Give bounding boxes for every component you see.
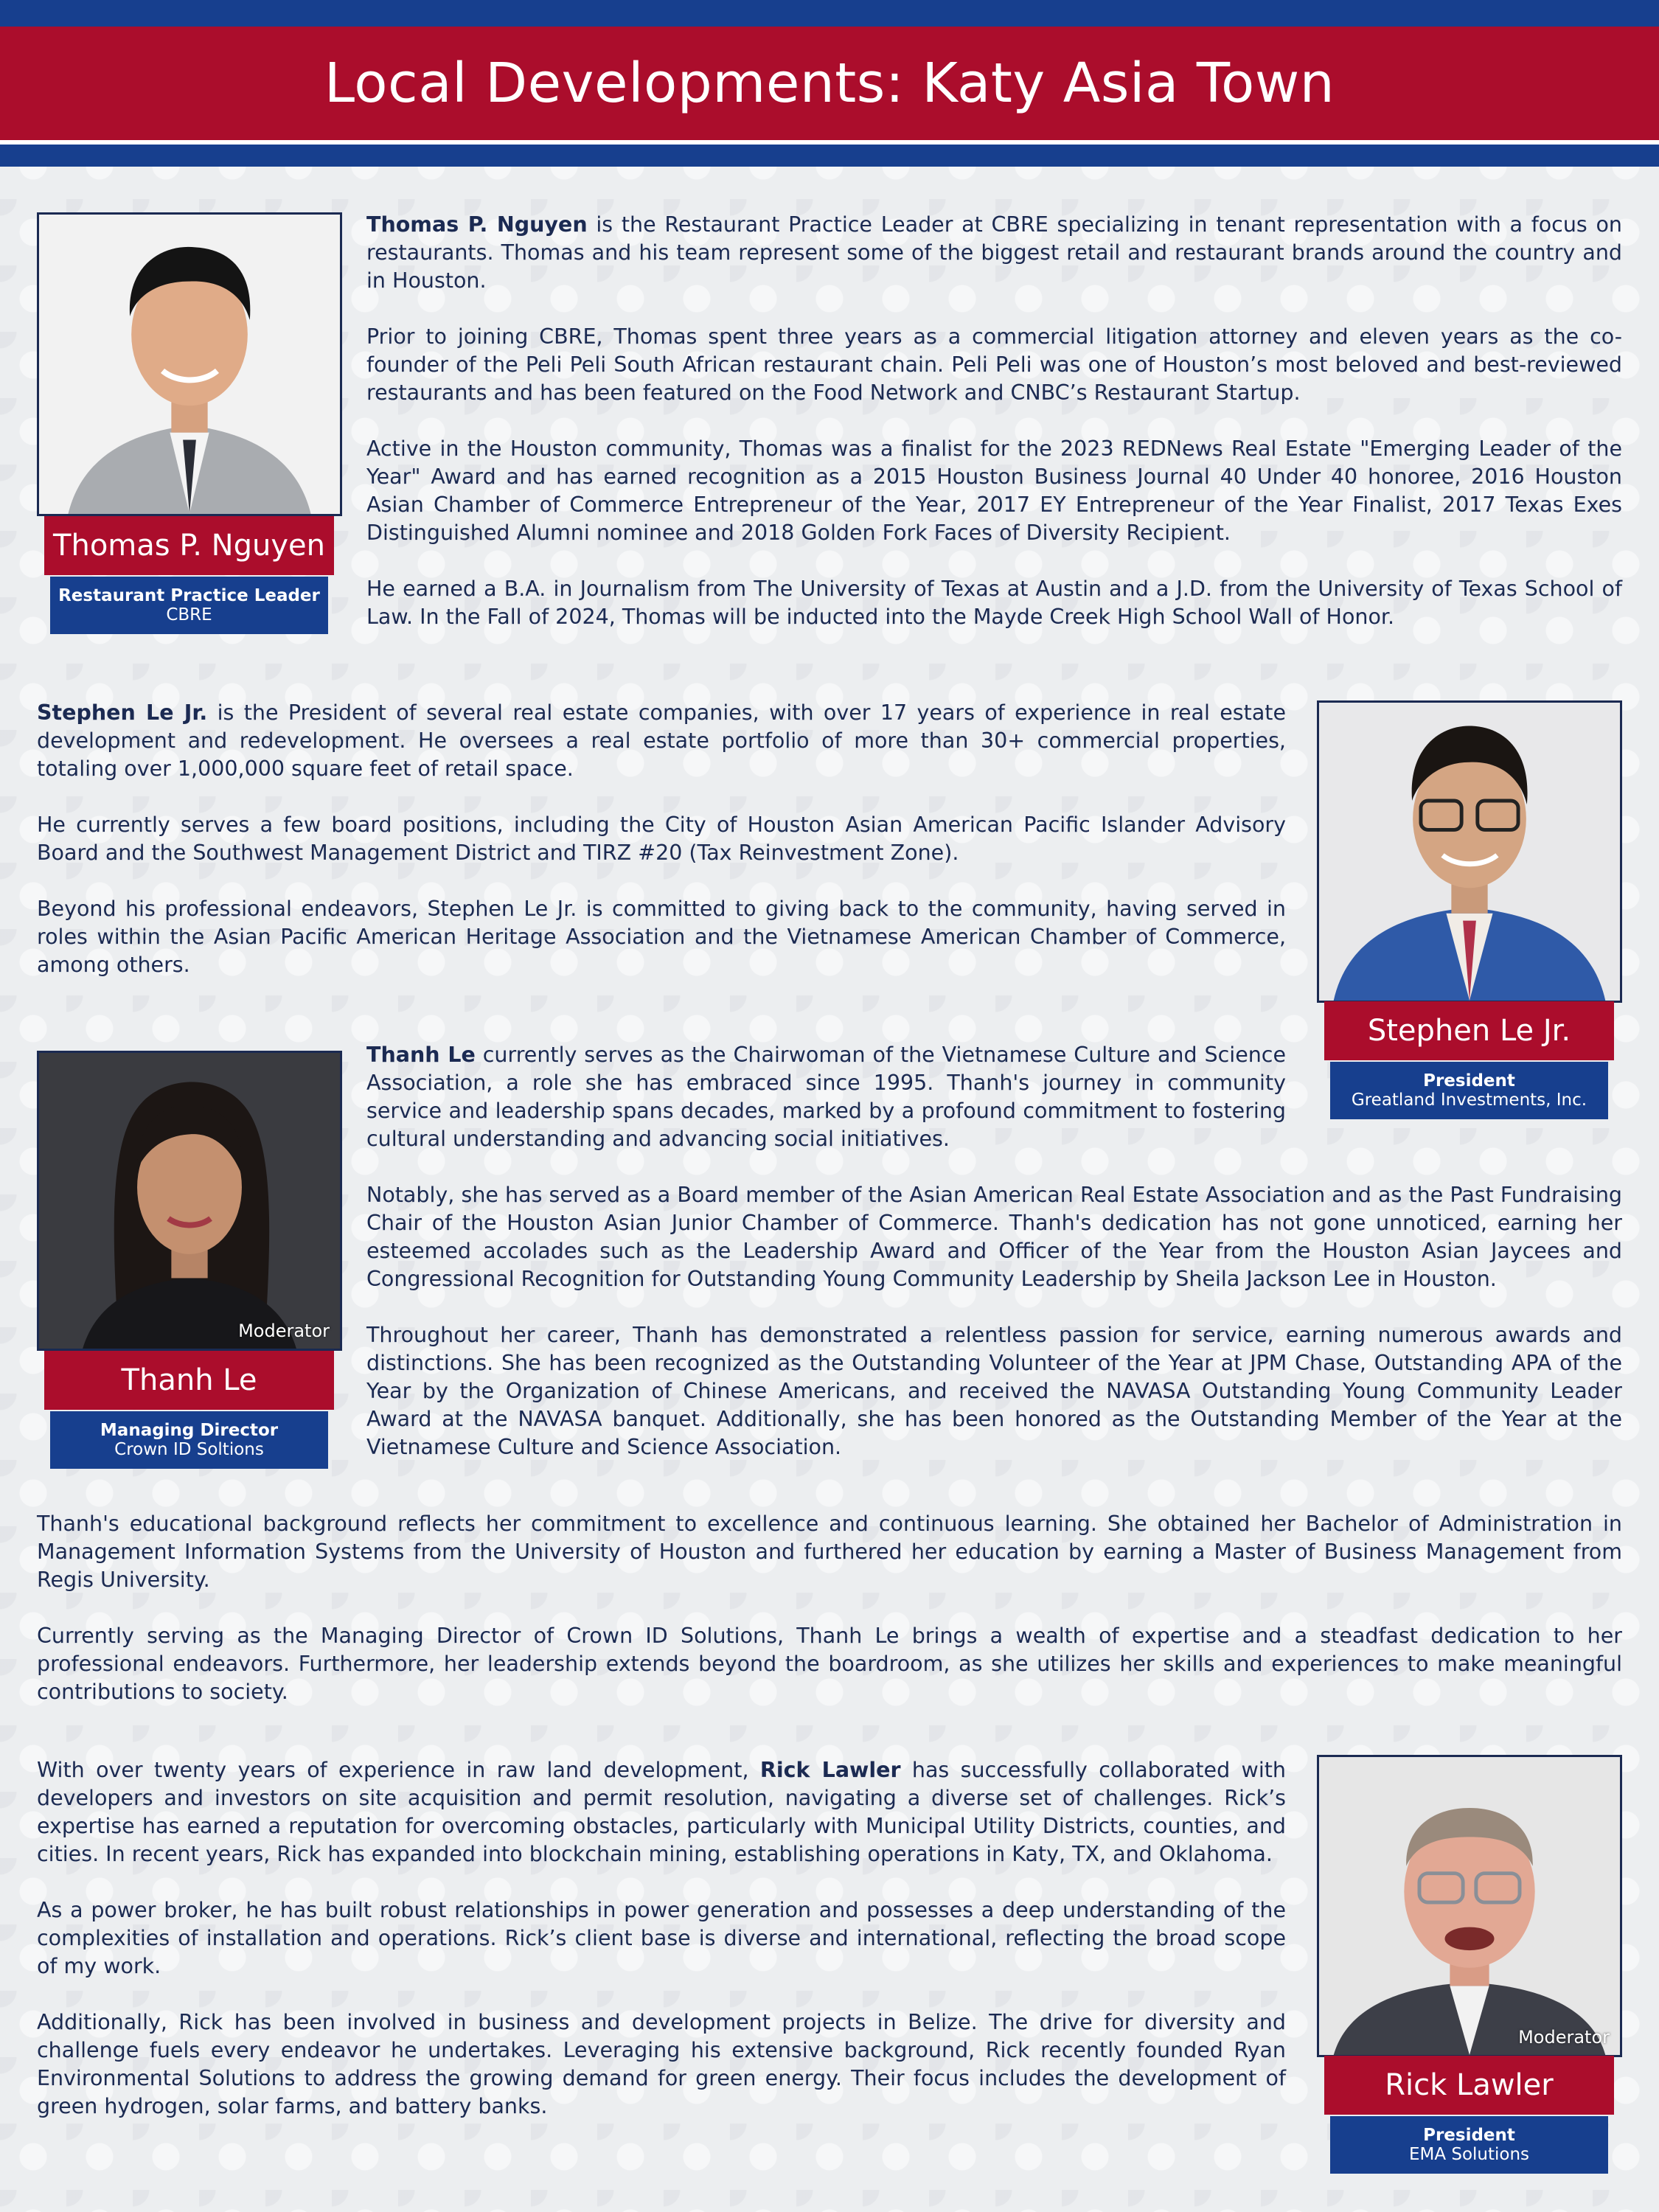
- rick-moderator-tag: Moderator: [1518, 2027, 1610, 2048]
- rick-bio-p2: As a power broker, he has built robust relationships in power generation and possesses a deep understanding of the complexities of installation and operations. Rick’s client base is diverse and international, reflecting the broad scope of my work.: [37, 1898, 1286, 1978]
- stephen-bio-p3: Beyond his professional endeavors, Stephen Le Jr. is committed to giving back to the community, having served in roles within the Asian Pacific American Heritage Association and the Vietnamese American Chamber of Commerce, among others.: [37, 897, 1286, 977]
- rick-name-box: [1324, 2056, 1614, 2115]
- thomas-photo: [37, 212, 342, 516]
- thanh-bio-p3: Throughout her career, Thanh has demonstrated a relentless passion for service, earning numerous awards and distinctions. She has been recognized as the Outstanding Volunteer of the Year at JPM Chase, Outstanding APA of the Year by the Organization of Chinese Americans, and received the NAVASA Outstanding Young Community Leader Award at the NAVASA banquet. Additionally, she has been honored as the Outstanding Member of the Year at the Vietnamese Culture and Science Association.: [366, 1323, 1622, 1459]
- thanh-bio-lower: [37, 1510, 1622, 1706]
- thomas-bio-p2: Prior to joining CBRE, Thomas spent three years as a commercial litigation attorney and eleven years as the co-founder of the Peli Peli South African restaurant chain. Peli Peli was one of Houston’s most beloved and best-reviewed restaurants and has been featured on the Food Network and CNBC’s Restaurant Startup.: [366, 324, 1622, 405]
- thanh-name-box: [44, 1351, 334, 1410]
- stephen-name-box: [1324, 1001, 1614, 1060]
- thomas-name-box: [44, 516, 334, 575]
- thanh-name: Thanh Le: [121, 1363, 257, 1397]
- thomas-bio-p1-text: is the Restaurant Practice Leader at CBRE specializing in tenant representation with a focus on restaurants. Thomas and his team represent some of the biggest retail and restaurant brands around the country and in Houston.: [366, 212, 1622, 293]
- thanh-role: Managing Director: [100, 1421, 279, 1440]
- header-top-stripe: [0, 0, 1659, 27]
- rick-bio-p1: [37, 1756, 1286, 1868]
- thanh-moderator-tag: Moderator: [238, 1321, 330, 1341]
- thomas-bio-name: Thomas P. Nguyen: [366, 212, 588, 237]
- thomas-name: Thomas P. Nguyen: [53, 529, 325, 563]
- stephen-org: Greatland Investments, Inc.: [1351, 1091, 1587, 1110]
- rick-name: Rick Lawler: [1385, 2068, 1554, 2102]
- rick-role-box: [1330, 2116, 1608, 2174]
- stephen-bio-p2: He currently serves a few board positions, including the City of Houston Asian American Pacific Islander Advisory Board and the Southwest Management District and TIRZ #20 (Tax Reinvestment Zone).: [37, 813, 1286, 865]
- stephen-bio-p1-text: is the President of several real estate companies, with over 17 years of experience in real estate development and redevelopment. He oversees a real estate portfolio of more than 30+ commercial properties, totaling over 1,000,000 square feet of retail space.: [37, 700, 1287, 781]
- stephen-name: Stephen Le Jr.: [1367, 1014, 1571, 1048]
- thanh-bio-name: Thanh Le: [366, 1043, 476, 1067]
- thomas-bio-p3: Active in the Houston community, Thomas was a finalist for the 2023 REDNews Real Estate "Emerging Leader of the Year" Award and has earned recognition as a 2015 Houston Business Journal 40 Under 40 honoree, 2016 Houston Asian Chamber of Commerce Entrepreneur of the Year, 2017 EY Entrepreneur of the Year Finalist, 2017 Texas Exes Distinguished Alumni nominee and 2018 Golden Fork Faces of Diversity Recipient.: [366, 437, 1622, 545]
- thomas-role: Restaurant Practice Leader: [58, 586, 320, 605]
- thanh-bio-p4: Thanh's educational background reflects her commitment to excellence and continuous learning. She obtained her Bachelor of Administration in Management Information Systems from the University of Houston and furthered her education by earning a Master of Business Management from Regis University.: [37, 1512, 1622, 1592]
- thanh-bio-upper: [366, 1041, 1286, 1153]
- stephen-bio-name: Stephen Le Jr.: [37, 700, 208, 725]
- rick-role: President: [1423, 2126, 1515, 2145]
- stephen-bio: [37, 699, 1286, 979]
- header-banner: [0, 27, 1659, 140]
- stephen-photo: [1317, 700, 1622, 1003]
- rick-bio-name: Rick Lawler: [759, 1758, 901, 1782]
- thanh-bio-middle: [366, 1181, 1622, 1461]
- stephen-role: President: [1423, 1071, 1515, 1091]
- rick-bio-p1-pre: With over twenty years of experience in raw land development,: [37, 1758, 760, 1782]
- thanh-photo: [37, 1051, 342, 1351]
- stephen-role-box: [1330, 1062, 1608, 1119]
- thomas-org: CBRE: [166, 605, 212, 625]
- thanh-bio-p1: [366, 1041, 1286, 1153]
- thanh-bio-p2: Notably, she has served as a Board member of the Asian American Real Estate Association and as the Past Fundraising Chair of the Houston Asian Junior Chamber of Commerce. Thanh's dedication has not gone unnoticed, earning her esteemed accolades such as the Leadership Award and Officer of the Year from the Houston Asian Jaycees and Congressional Recognition for Outstanding Young Community Leadership by Sheila Jackson Lee in Houston.: [366, 1183, 1622, 1291]
- stephen-bio-p1: [37, 699, 1286, 783]
- thanh-bio-p5: Currently serving as the Managing Director of Crown ID Solutions, Thanh Le brings a wealth of expertise and a steadfast dedication to her professional endeavors. Furthermore, her leadership extends beyond the boardroom, as she utilizes her skills and experiences to make meaningful contributions to society.: [37, 1624, 1622, 1704]
- thomas-bio-p4: He earned a B.A. in Journalism from The University of Texas at Austin and a J.D. from the University of Texas School of Law. In the Fall of 2024, Thomas will be inducted into the Mayde Creek High School Wall of Honor.: [366, 577, 1622, 629]
- thanh-role-box: [50, 1411, 328, 1469]
- rick-bio: [37, 1756, 1286, 2121]
- rick-org: EMA Solutions: [1408, 2145, 1530, 2164]
- thomas-role-box: [50, 577, 328, 634]
- header-bottom-stripe: [0, 145, 1659, 167]
- thanh-bio-p1-text: currently serves as the Chairwoman of the Vietnamese Culture and Science Association, a role she has embraced since 1995. Thanh's journey in community service and leadership spans decades, marked by a profound commitment to fostering cultural understanding and advancing social initiatives.: [366, 1043, 1286, 1151]
- thanh-org: Crown ID Soltions: [114, 1440, 264, 1459]
- thomas-bio-p1: [366, 211, 1622, 295]
- page-title: Local Developments: Katy Asia Town: [324, 52, 1335, 115]
- rick-bio-p1-text: has successfully collaborated with developers and investors on site acquisition and permit resolution, navigating a diverse set of challenges. Rick’s expertise has earned a reputation for overcoming obstacles, particularly with Municipal Utility Districts, counties, and cities. In recent years, Rick has expanded into blockchain mining, establishing operations in Katy, TX, and Oklahoma.: [37, 1758, 1286, 1866]
- rick-photo: [1317, 1755, 1622, 2057]
- rick-bio-p3: Additionally, Rick has been involved in business and development projects in Belize. The drive for diversity and challenge fuels every endeavor he undertakes. Leveraging his extensive background, Rick recently founded Ryan Environmental Solutions to address the growing demand for green energy. Their focus includes the development of green hydrogen, solar farms, and battery banks.: [37, 2010, 1286, 2118]
- thomas-bio: [366, 211, 1622, 631]
